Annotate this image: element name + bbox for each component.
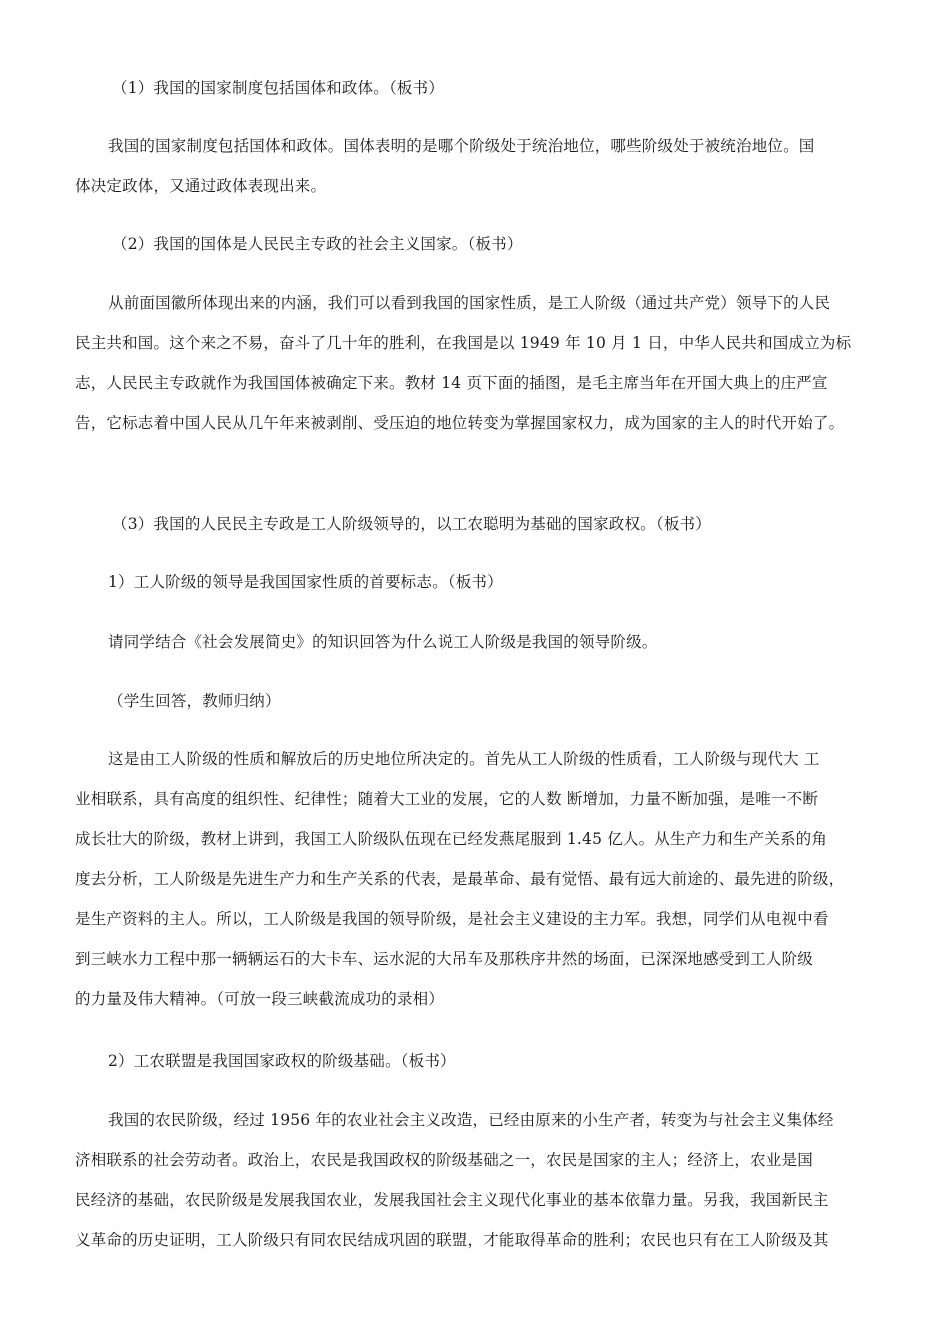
paragraph-3-line-7: 的力量及伟大精神。（可放一段三峡截流成功的录相）	[75, 990, 445, 1008]
paragraph-3-line-2: 业相联系，具有高度的组织性、纪律性；随着大工业的发展，它的人数 断增加，力量不断加强，是唯一不断	[75, 790, 819, 808]
paragraph-4-line-3: 民经济的基础，农民阶级是发展我国农业，发展我国社会主义现代化事业的基本依靠力量。另我，我国新民主	[75, 1191, 829, 1209]
paragraph-3-line-3: 成长壮大的阶级，教材上讲到，我国工人阶级队伍现在已经发燕尾服到 1.45 亿人。从生产力和生产关系的角	[75, 830, 828, 848]
paragraph-4-line-2: 济相联系的社会劳动者。政治上，农民是我国政权的阶级基础之一，农民是国家的主人；经济上，农业是国	[75, 1151, 813, 1169]
paragraph-2-line-1: 从前面国徽所体现出来的内涵，我们可以看到我国的国家性质，是工人阶级（通过共产党）领导下的人民	[108, 294, 831, 312]
paragraph-2-line-2: 民主共和国。这个来之不易，奋斗了几十年的胜利，在我国是以 1949 年 10 月 1 日，中华人民共和国成立为标	[75, 334, 852, 352]
section-heading-1: （1）我国的国家制度包括国体和政体。（板书）	[112, 79, 445, 97]
subheading-2: 2）工农联盟是我国国家政权的阶级基础。（板书）	[108, 1052, 456, 1070]
paragraph-1-line-1: 我国的国家制度包括国体和政体。国体表明的是哪个阶级处于统治地位，哪些阶级处于被统治地位。国	[108, 137, 815, 155]
teacher-note: （学生回答，教师归纳）	[108, 692, 281, 710]
paragraph-2-line-3: 志，人民民主专政就作为我国国体被确定下来。教材 14 页下面的插图，是毛主席当年在开国大典上的庄严宣	[75, 374, 828, 392]
paragraph-3-line-6: 到三峡水力工程中那一辆辆运石的大卡车、运水泥的大吊车及那秩序井然的场面，已深深地感受到工人阶级	[75, 950, 813, 968]
subheading-1: 1）工人阶级的领导是我国国家性质的首要标志。（板书）	[108, 573, 503, 591]
paragraph-4-line-1: 我国的农民阶级，经过 1956 年的农业社会主义改造，已经由原来的小生产者，转变为与社会主义集体经	[108, 1111, 834, 1129]
paragraph-2-line-4: 告，它标志着中国人民从几午年来被剥削、受压迫的地位转变为掌握国家权力，成为国家的主人的时代开始了。	[75, 414, 845, 432]
paragraph-3-line-1: 这是由工人阶级的性质和解放后的历史地位所决定的。首先从工人阶级的性质看，工人阶级与现代大 工	[108, 750, 820, 768]
paragraph-3-line-5: 是生产资料的主人。所以，工人阶级是我国的领导阶级，是社会主义建设的主力军。我想，同学们从电视中看	[75, 910, 829, 928]
section-heading-3: （3）我国的人民民主专政是工人阶级领导的，以工农聪明为基础的国家政权。（板书）	[112, 515, 711, 533]
section-heading-2: （2）我国的国体是人民民主专政的社会主义国家。（板书）	[112, 235, 523, 253]
paragraph-1-line-2: 体决定政体，又通过政体表现出来。	[75, 177, 327, 195]
paragraph-4-line-4: 义革命的历史证明，工人阶级只有同农民结成巩固的联盟，才能取得革命的胜利；农民也只有在工人阶级及其	[75, 1231, 829, 1249]
question-prompt: 请同学结合《社会发展简史》的知识回答为什么说工人阶级是我国的领导阶级。	[108, 633, 658, 651]
paragraph-3-line-4: 度去分析，工人阶级是先进生产力和生产关系的代表，是最革命、最有觉悟、最有远大前途的、最先进的阶级，	[75, 870, 845, 888]
